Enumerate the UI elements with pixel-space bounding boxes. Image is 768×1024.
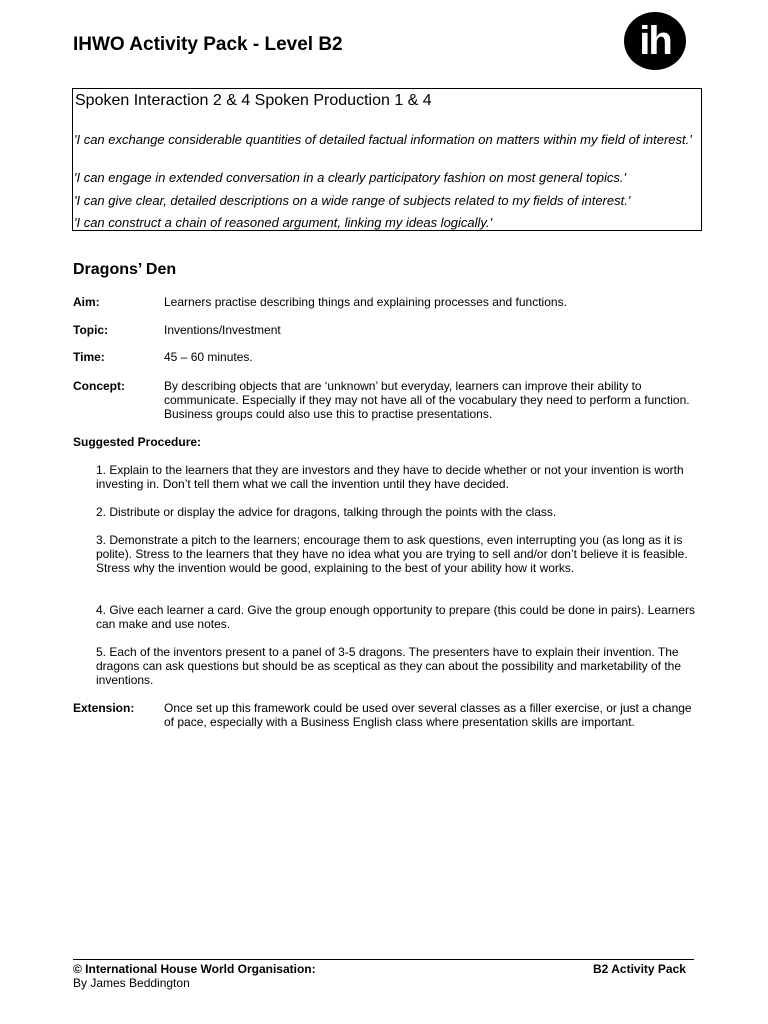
- can-do-box: [72, 88, 702, 231]
- extension-text: Once set up this framework could be used over several classes as a filler exercise, or just a change of pace, especially with a Business English class where presentation skills are important.: [164, 701, 692, 729]
- procedure-step: 2. Distribute or display the advice for dragons, talking through the points with the class.: [96, 505, 557, 519]
- procedure-step: 4. Give each learner a card. Give the group enough opportunity to prepare (this could be done in pairs). Learners can make and use notes.: [96, 603, 696, 631]
- procedure-step: 3. Demonstrate a pitch to the learners; encourage them to ask questions, even interrupting you (as long as it is polite). Stress to the learners that they have no idea what you are trying to sell and/or don’t believe it is feasible. Stress why the invention would be good, explaining to the best of your ability how it works.: [96, 533, 688, 575]
- extension-label: Extension:: [73, 701, 135, 715]
- footer-rule: [73, 959, 694, 960]
- activity-title: Dragons’ Den: [73, 261, 177, 278]
- aim-text: Learners practise describing things and explaining processes and functions.: [164, 295, 567, 309]
- concept-text: By describing objects that are ‘unknown’ but everyday, learners can improve their ability to communicate. Especially if they may not have all of the vocabulary they need to perform a function. Business groups could also use this to practise presentations.: [164, 379, 690, 421]
- concept-label: Concept:: [73, 379, 125, 393]
- footer-copyright: © International House World Organisation:: [73, 962, 316, 976]
- can-do-statement: 'I can construct a chain of reasoned argument, linking my ideas logically.': [74, 215, 493, 230]
- time-text: 45 – 60 minutes.: [164, 350, 253, 364]
- can-do-box-title: Spoken Interaction 2 & 4 Spoken Production 1 & 4: [75, 92, 432, 109]
- procedure-step: 1. Explain to the learners that they are investors and they have to decide whether or not your invention is worth investing in. Don’t tell them what we call the invention until they have decided.: [96, 463, 684, 491]
- topic-text: Inventions/Investment: [164, 323, 281, 337]
- footer-pack-name: B2 Activity Pack: [593, 962, 686, 976]
- can-do-statement: 'I can exchange considerable quantities of detailed factual information on matters within my field of interest.': [74, 132, 692, 147]
- procedure-step: 5. Each of the inventors present to a panel of 3-5 dragons. The presenters have to explain their invention. The dragons can ask questions but should be as sceptical as they can about the possibility and marketability of the inventions.: [96, 645, 682, 687]
- time-label: Time:: [73, 350, 105, 364]
- can-do-statement: 'I can give clear, detailed descriptions on a wide range of subjects related to my fields of interest.': [74, 193, 631, 208]
- procedure-heading: Suggested Procedure:: [73, 435, 202, 449]
- footer-author: By James Beddington: [73, 976, 190, 990]
- can-do-statement: 'I can engage in extended conversation in a clearly participatory fashion on most general topics.': [74, 170, 627, 185]
- aim-label: Aim:: [73, 295, 100, 309]
- ih-logo: ih: [624, 12, 686, 70]
- topic-label: Topic:: [73, 323, 109, 337]
- page-header-title: IHWO Activity Pack - Level B2: [73, 34, 343, 55]
